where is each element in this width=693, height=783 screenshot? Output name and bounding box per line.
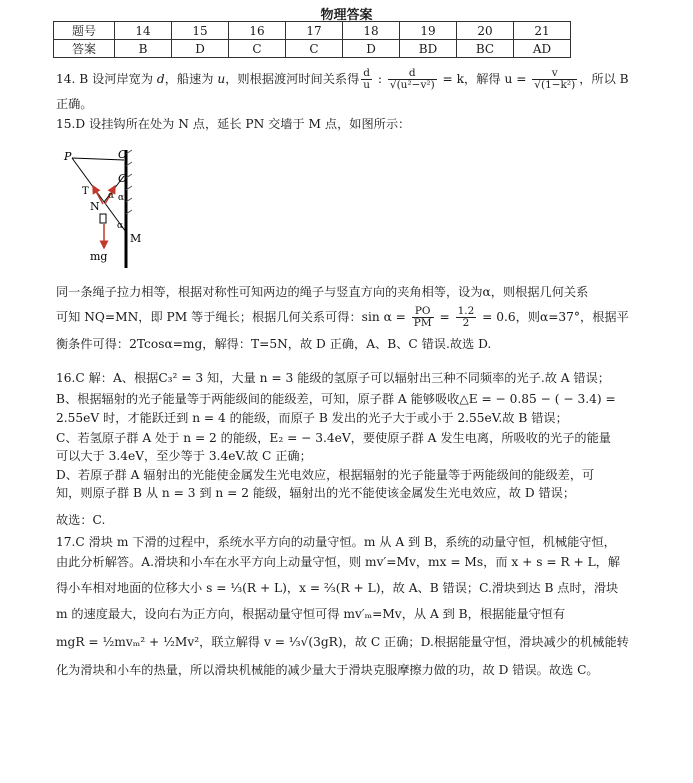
q14-text: ，则根据渡河时间关系得: [225, 72, 360, 86]
q17-line: mgR = ½mvₘ² + ½Mv²，联立解得 v = ⅓√(3gR)，故 C 正确；D.根据能量守恒，滑块减少的机械能转: [56, 635, 629, 649]
table-cell: D: [343, 40, 400, 58]
fraction: $\frac{PO}{PM}$: [413, 305, 432, 329]
q16-line: 2.55eV 时，才能跃迁到 n = 4 的能级，而原子 B 发出的光子大于或小于 2.55eV.故 B 错误；: [56, 411, 568, 425]
q17-line: 17.C 滑块 m 下滑的过程中，系统水平方向的动量守恒。m 从 A 到 B，系统的动量守恒，机械能守恒，: [56, 535, 616, 549]
label-t: T: [82, 186, 89, 197]
label-mg: mg: [90, 250, 108, 263]
q14-text: 14. B 设河岸宽为: [56, 72, 157, 86]
q14-text: ，船速为: [164, 72, 218, 86]
label-p: P: [64, 150, 72, 163]
q16-line: 16.C 解：A、根据C₃² = 3 知，大量 n = 3 能级的氢原子可以辐射出三种不同频率的光子.故 A 错误；: [56, 371, 610, 385]
label-n: N: [90, 200, 100, 213]
weight-block: [100, 214, 106, 223]
q17-line: m 的速度最大，设向右为正方向，根据动量守恒可得 mv′ₘ=Mv，从 A 到 B，根据能量守恒有: [56, 607, 566, 621]
table-cell: 14: [115, 22, 172, 40]
q17-line: 由此分析解答。A.滑块和小车在水平方向上动量守恒，则 mv′=Mv，mx = Ms，而 x + s = R + L，解: [56, 555, 621, 569]
label-alpha: α: [118, 193, 125, 203]
q16-answer: 故选：C.: [56, 513, 106, 527]
q14-var: u: [217, 72, 226, 86]
q14-text: ，所以 B: [579, 72, 629, 86]
table-cell: BC: [457, 40, 514, 58]
label-o: O: [118, 148, 128, 161]
table-cell: 20: [457, 22, 514, 40]
q14-var: d: [156, 72, 165, 86]
table-cell: BD: [400, 40, 457, 58]
table-cell: C: [229, 40, 286, 58]
q17-line: 得小车相对地面的位移大小 s = ⅓(R + L)，x = ⅔(R + L)，故 A、B 错误；C.滑块到达 B 点时，滑块: [56, 581, 619, 595]
page-title: 物理答案: [320, 8, 373, 23]
label-alpha: α: [108, 191, 115, 201]
q15-para2: [56, 306, 629, 329]
table-cell: 17: [286, 22, 343, 40]
table-cell: B: [115, 40, 172, 58]
q16-line: B、根据辐射的光子能量等于两能级间的能级差，可知，原子群 A 能够吸收△E = − 0.85 − ( − 3.4) =: [56, 392, 616, 406]
fraction: $\frac{d}{\text{√(u²−v²)}}$: [389, 67, 435, 91]
q14-line1: [56, 68, 629, 91]
fraction: $\frac{d}{u}$: [363, 67, 371, 91]
table-cell: AD: [514, 40, 571, 58]
table-cell: 答案: [54, 40, 115, 58]
label-alpha: α: [117, 221, 124, 231]
q16-line: 可以大于 3.4eV，至少等于 3.4eV.故 C 正确；: [56, 449, 312, 463]
q15-text: =: [435, 310, 454, 324]
fraction: $\frac{1.2}{2}$: [457, 305, 475, 329]
q15-para1: 同一条绳子拉力相等，根据对称性可知两边的绳子与竖直方向的夹角相等，设为α，则根据几何关系: [56, 285, 589, 299]
table-cell: 21: [514, 22, 571, 40]
answer-table: [53, 21, 571, 58]
table-cell: 16: [229, 22, 286, 40]
table-cell: D: [172, 40, 229, 58]
table-row: [54, 22, 571, 40]
q16-line: D、若原子群 A 辐射出的光能使金属发生光电效应，根据辐射的光子能量等于两能级间的能级差，可: [56, 468, 595, 482]
q14-line2: 正确。: [56, 97, 93, 111]
q15-para3: 衡条件可得：2Tcosα=mg，解得：T=5N，故 D 正确，A、B、C 错误.故选 D.: [56, 337, 492, 351]
table-cell: 19: [400, 22, 457, 40]
top-line: [72, 158, 124, 160]
fraction: $\frac{v}{\text{√(1−k²)}}$: [534, 67, 576, 91]
q14-text: = k，解得 u =: [438, 72, 531, 86]
label-m: M: [130, 232, 142, 245]
table-cell: 题号: [54, 22, 115, 40]
table-cell: 18: [343, 22, 400, 40]
table-cell: 15: [172, 22, 229, 40]
table-row: [54, 40, 571, 58]
q15-text: = 0.6，则α=37°，根据平: [478, 310, 629, 324]
q15-text: 可知 NQ=MN，即 PM 等于绳长；根据几何关系可得：sin α =: [56, 310, 410, 324]
label-q: O: [118, 172, 128, 185]
q16-line: 知，则原子群 B 从 n = 3 到 n = 2 能级，辐射出的光不能使该金属发生光电效应，故 D 错误；: [56, 486, 576, 500]
table-cell: C: [286, 40, 343, 58]
q16-line: C、若氢原子群 A 处于 n = 2 的能级，E₂ = − 3.4eV，要使原子群 A 发生电离，所吸收的光子的能量: [56, 431, 611, 445]
force-diagram: [60, 142, 150, 270]
q14-text: :: [374, 72, 386, 86]
q17-line: 化为滑块和小车的热量，所以滑块机械能的减少量大于滑块克服摩擦力做的功，故 D 错误。故选 C。: [56, 663, 599, 677]
q15-intro: 15.D 设挂钩所在处为 N 点，延长 PN 交墙于 M 点，如图所示：: [56, 117, 411, 131]
